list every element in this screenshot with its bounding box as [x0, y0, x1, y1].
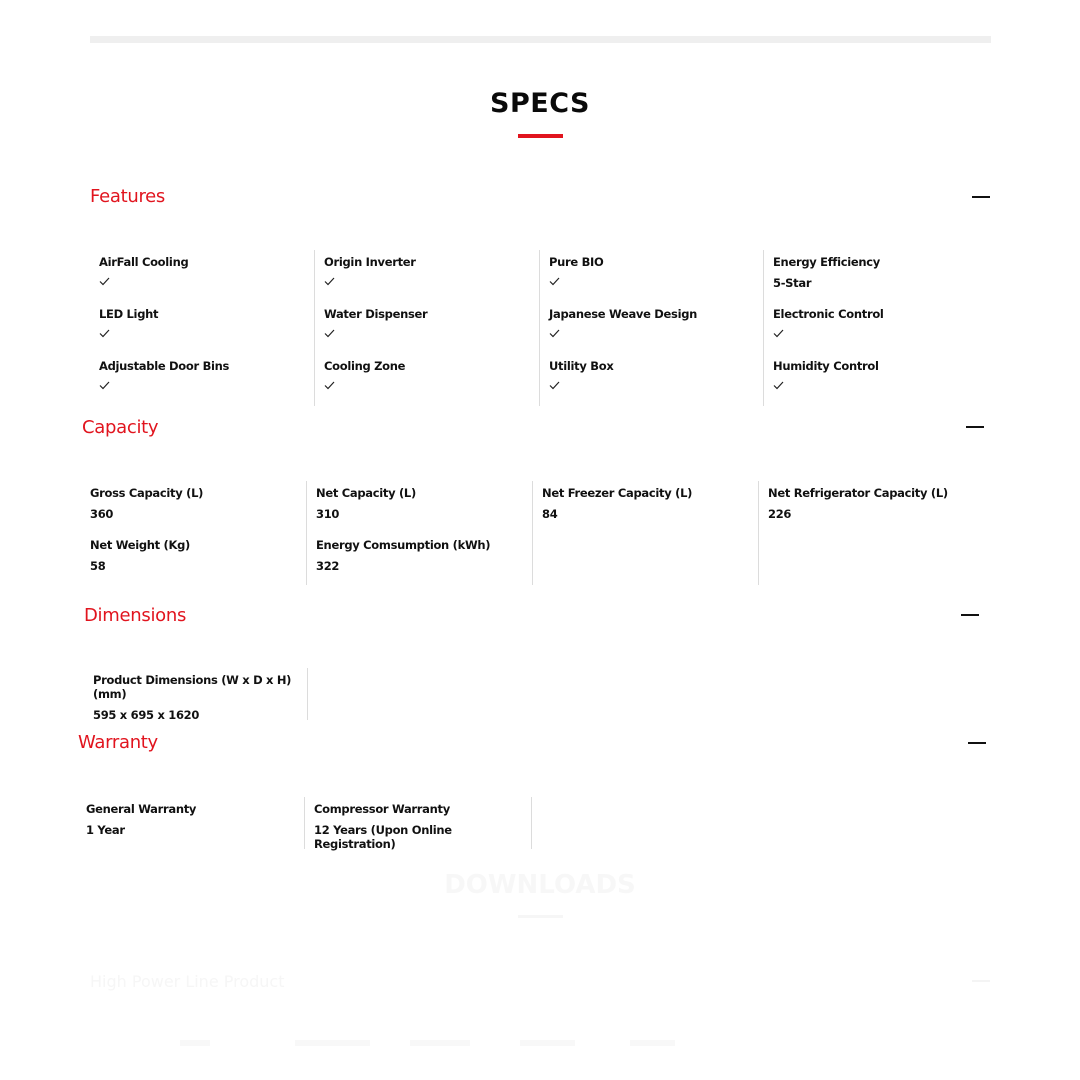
- dimensions-column: [84, 668, 308, 720]
- spec-item: [773, 302, 988, 354]
- warranty-column: [305, 797, 532, 849]
- faded-item: [630, 1040, 675, 1046]
- spec-item: [99, 302, 314, 354]
- spec-label: Electronic Control: [773, 307, 884, 321]
- spec-value: 58: [90, 559, 106, 573]
- section-title-warranty[interactable]: Warranty: [78, 732, 158, 753]
- check-icon: [773, 329, 988, 338]
- spec-label: Net Weight (Kg): [90, 538, 191, 552]
- features-column: [540, 250, 764, 406]
- spec-label: Adjustable Door Bins: [99, 359, 230, 373]
- page-title: SPECS: [490, 88, 590, 119]
- minus-icon[interactable]: [972, 980, 990, 982]
- check-icon: [324, 381, 539, 390]
- spec-label: Net Freezer Capacity (L): [542, 486, 693, 500]
- section-title-capacity[interactable]: Capacity: [82, 417, 159, 438]
- spec-label: Utility Box: [549, 359, 614, 373]
- spec-value: 1 Year: [86, 823, 125, 837]
- top-divider: [90, 36, 991, 43]
- downloads-subtitle[interactable]: High Power Line Product: [90, 972, 285, 991]
- features-collapse-button[interactable]: [967, 189, 995, 205]
- features-column: [315, 250, 540, 406]
- spec-item: [773, 354, 988, 406]
- spec-item: [549, 250, 763, 302]
- dimensions-collapse-button[interactable]: [956, 607, 984, 623]
- spec-item: [90, 533, 306, 585]
- capacity-grid: [81, 481, 985, 585]
- dimensions-grid: [84, 668, 308, 720]
- spec-label: Energy Efficiency: [773, 255, 881, 269]
- minus-icon: [968, 742, 986, 744]
- spec-label: Pure BIO: [549, 255, 604, 269]
- spec-label: Cooling Zone: [324, 359, 406, 373]
- spec-label: LED Light: [99, 307, 159, 321]
- faded-item: [180, 1040, 210, 1046]
- spec-value: 310: [316, 507, 340, 521]
- title-underline: [518, 134, 563, 138]
- spec-label: General Warranty: [86, 802, 197, 816]
- minus-icon: [966, 426, 984, 428]
- capacity-column: [759, 481, 985, 585]
- check-icon: [773, 381, 988, 390]
- check-icon: [549, 277, 763, 286]
- section-title-dimensions[interactable]: Dimensions: [84, 605, 187, 626]
- spec-item: [542, 481, 758, 533]
- warranty-grid: [77, 797, 532, 849]
- downloads-title: DOWNLOADS: [444, 870, 636, 900]
- check-icon: [549, 381, 763, 390]
- features-grid: [90, 250, 988, 406]
- features-column: [90, 250, 315, 406]
- spec-label: AirFall Cooling: [99, 255, 189, 269]
- spec-label: Origin Inverter: [324, 255, 416, 269]
- spec-item: [549, 302, 763, 354]
- spec-label: Net Capacity (L): [316, 486, 416, 500]
- check-icon: [549, 329, 763, 338]
- spec-item: [86, 797, 304, 849]
- spec-item: [316, 533, 532, 585]
- spec-value: 360: [90, 507, 114, 521]
- spec-item: [773, 250, 988, 302]
- spec-item: [768, 481, 985, 533]
- check-icon: [99, 277, 314, 286]
- downloads-underline: [518, 915, 563, 918]
- spec-label: Compressor Warranty: [314, 802, 450, 816]
- spec-item: [316, 481, 532, 533]
- spec-item: [314, 797, 531, 849]
- spec-item: [90, 481, 306, 533]
- section-title-features[interactable]: Features: [90, 186, 165, 207]
- spec-label: Product Dimensions (W x D x H) (mm): [93, 673, 292, 701]
- minus-icon: [972, 196, 990, 198]
- spec-value: 322: [316, 559, 340, 573]
- spec-item: [93, 668, 307, 720]
- spec-value: 226: [768, 507, 792, 521]
- faded-item: [410, 1040, 470, 1046]
- spec-label: Water Dispenser: [324, 307, 428, 321]
- spec-label: Gross Capacity (L): [90, 486, 204, 500]
- features-column: [764, 250, 988, 406]
- check-icon: [99, 329, 314, 338]
- spec-item: [324, 354, 539, 406]
- spec-label: Japanese Weave Design: [549, 307, 698, 321]
- check-icon: [324, 277, 539, 286]
- spec-item: [324, 302, 539, 354]
- warranty-column: [77, 797, 305, 849]
- faded-item: [520, 1040, 575, 1046]
- spec-value: 595 x 695 x 1620: [93, 708, 200, 722]
- spec-label: Net Refrigerator Capacity (L): [768, 486, 948, 500]
- spec-item: [99, 250, 314, 302]
- spec-item: [99, 354, 314, 406]
- minus-icon: [961, 614, 979, 616]
- capacity-collapse-button[interactable]: [961, 419, 989, 435]
- capacity-column: [533, 481, 759, 585]
- warranty-collapse-button[interactable]: [963, 735, 991, 751]
- spec-item: [549, 354, 763, 406]
- faded-item: [295, 1040, 370, 1046]
- spec-value: 12 Years (Upon Online Registration): [314, 823, 452, 851]
- spec-label: Energy Comsumption (kWh): [316, 538, 491, 552]
- spec-value: 84: [542, 507, 558, 521]
- capacity-column: [307, 481, 533, 585]
- spec-label: Humidity Control: [773, 359, 879, 373]
- check-icon: [99, 381, 314, 390]
- capacity-column: [81, 481, 307, 585]
- spec-value: 5-Star: [773, 276, 812, 290]
- check-icon: [324, 329, 539, 338]
- spec-item: [324, 250, 539, 302]
